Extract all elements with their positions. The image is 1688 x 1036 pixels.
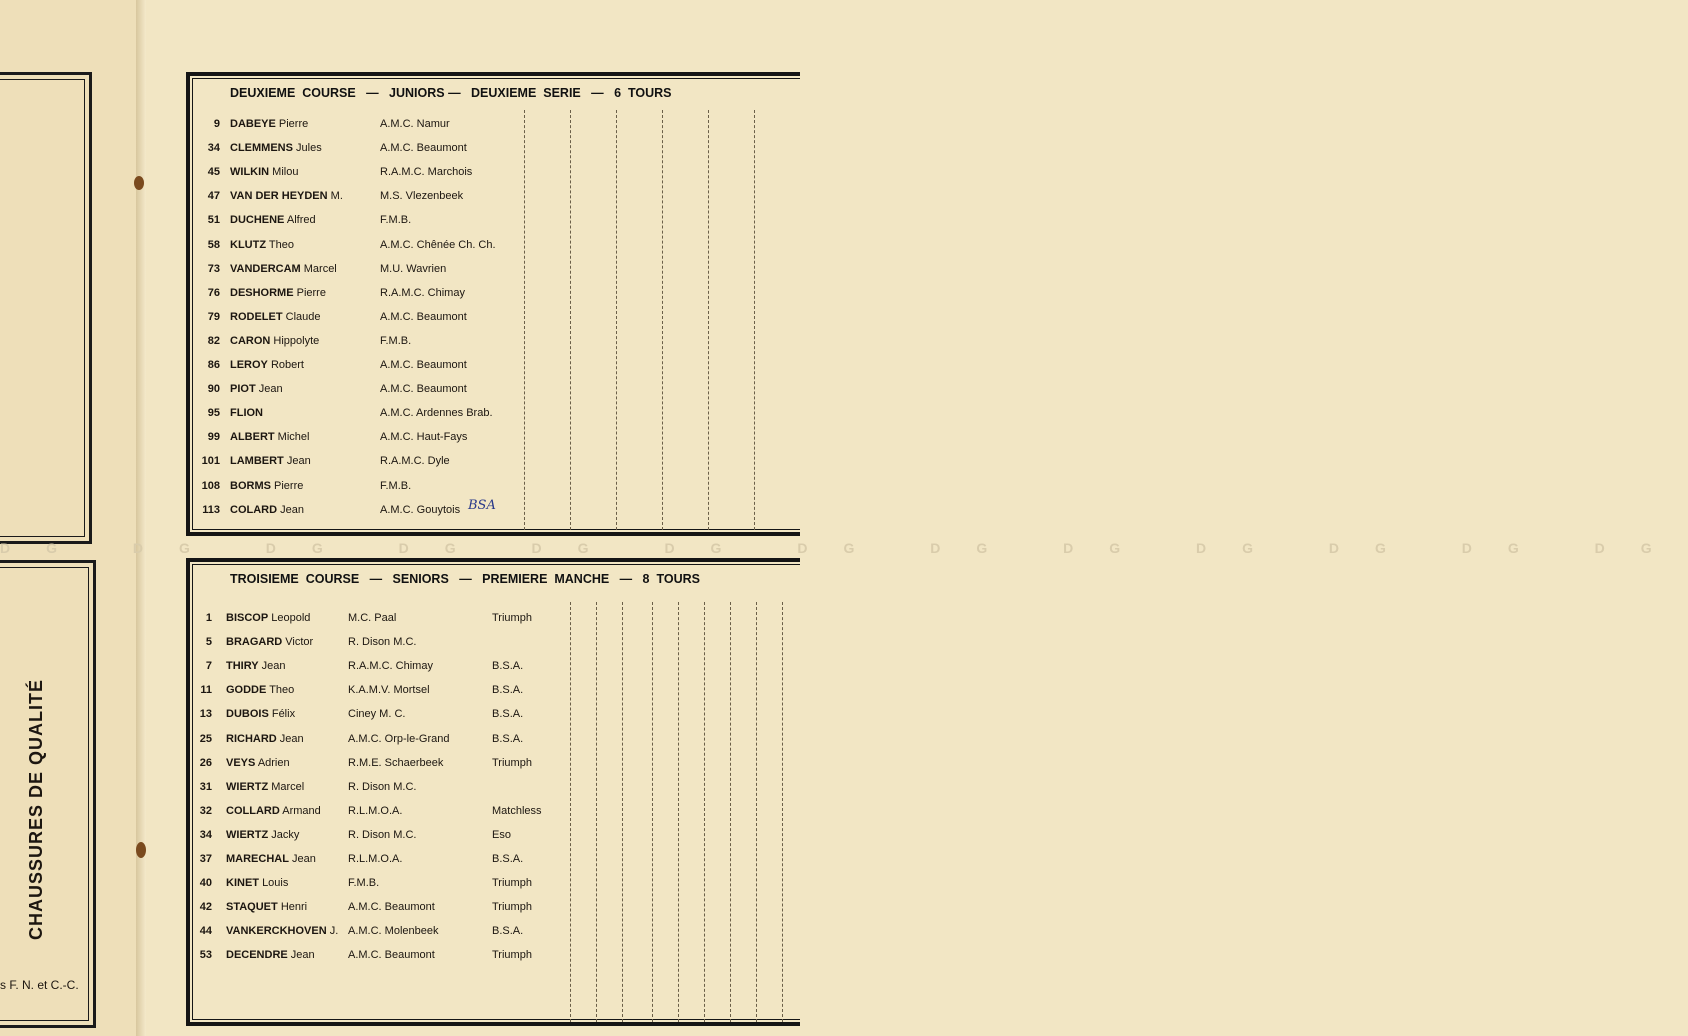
entry-row bbox=[194, 829, 574, 849]
rider-surname: VEYS bbox=[226, 756, 256, 769]
race-number: 58 bbox=[207, 238, 220, 251]
rider-first-name: Claude bbox=[285, 310, 321, 323]
entry-row bbox=[194, 190, 574, 210]
club-name: A.M.C. Gouytois bbox=[380, 503, 461, 516]
rider-surname: WILKIN bbox=[230, 166, 270, 179]
entry-row bbox=[194, 142, 574, 162]
rider-name bbox=[226, 636, 313, 648]
rider-surname: VANDERCAM bbox=[230, 262, 301, 275]
rider-name bbox=[230, 239, 294, 251]
race-number: 11 bbox=[200, 684, 212, 697]
entry-row bbox=[194, 636, 574, 656]
rider-first-name: Jean bbox=[286, 455, 311, 468]
race-panel-deuxieme bbox=[186, 72, 800, 536]
race-number: 101 bbox=[201, 455, 220, 468]
club-name: R. Dison M.C. bbox=[348, 828, 417, 841]
rider-name bbox=[226, 877, 288, 889]
rider-surname: CARON bbox=[230, 334, 271, 347]
lap-column-line bbox=[616, 110, 617, 530]
club-name: A.M.C. Ardennes Brab. bbox=[380, 407, 493, 420]
rider-name bbox=[226, 660, 286, 672]
club-name: A.M.C. Molenbeek bbox=[348, 925, 439, 938]
club-name: Ciney M. C. bbox=[348, 708, 406, 721]
advert-footer-text: s F. N. et C.-C. bbox=[0, 978, 79, 992]
lap-column-line bbox=[730, 602, 731, 1022]
page-fold bbox=[136, 0, 146, 1036]
entry-row bbox=[194, 708, 574, 728]
race-number: 86 bbox=[207, 359, 220, 371]
rider-surname: LAMBERT bbox=[230, 455, 284, 468]
rider-name bbox=[230, 118, 308, 130]
motorcycle-make: Triumph bbox=[492, 901, 532, 914]
race-number: 32 bbox=[199, 804, 212, 817]
club-name: F.M.B. bbox=[380, 214, 412, 227]
left-frame-top bbox=[0, 72, 92, 544]
rider-first-name: Jean bbox=[261, 660, 286, 673]
lap-column-line bbox=[570, 602, 571, 1022]
rider-name bbox=[226, 733, 304, 745]
entry-row bbox=[194, 287, 574, 307]
club-name: A.M.C. Beaumont bbox=[348, 949, 435, 962]
rider-first-name: Félix bbox=[271, 708, 296, 721]
club-name: A.M.C. Beaumont bbox=[380, 383, 467, 396]
rider-first-name: Marcel bbox=[271, 780, 305, 793]
entry-row bbox=[194, 781, 574, 801]
race-panel-troisieme bbox=[186, 558, 800, 1026]
race-number: 40 bbox=[199, 877, 212, 890]
race-number: 13 bbox=[199, 708, 212, 721]
rider-name bbox=[230, 480, 303, 492]
motorcycle-make: B.S.A. bbox=[492, 684, 524, 697]
rider-first-name: J. bbox=[329, 925, 339, 938]
rider-name bbox=[230, 190, 343, 202]
race-number: 31 bbox=[199, 780, 212, 793]
rider-name bbox=[226, 612, 310, 624]
rider-surname: THIRY bbox=[226, 660, 259, 673]
rider-name bbox=[226, 684, 294, 696]
motorcycle-make: Triumph bbox=[492, 877, 532, 890]
rider-name bbox=[226, 853, 316, 865]
rider-name bbox=[230, 455, 311, 467]
lap-column-line bbox=[622, 602, 623, 1022]
race-number: 7 bbox=[205, 660, 212, 673]
rider-first-name: Jean bbox=[292, 853, 316, 865]
lap-column-line bbox=[782, 602, 783, 1022]
rider-surname: RICHARD bbox=[226, 732, 277, 745]
left-frame-bottom bbox=[0, 560, 96, 1028]
motorcycle-make: B.S.A. bbox=[492, 732, 524, 745]
rider-surname: DESHORME bbox=[230, 286, 294, 299]
entry-row bbox=[194, 757, 574, 777]
club-name: F.M.B. bbox=[348, 877, 380, 890]
club-name: M.S. Vlezenbeek bbox=[380, 190, 464, 203]
rider-name bbox=[226, 757, 290, 769]
rider-name bbox=[230, 166, 298, 178]
club-name: A.M.C. Beaumont bbox=[380, 359, 467, 371]
race-number: 25 bbox=[199, 732, 212, 745]
rider-name bbox=[230, 359, 304, 371]
entry-row bbox=[194, 407, 574, 427]
club-name: A.M.C. Namur bbox=[380, 118, 450, 130]
rider-first-name: Jacky bbox=[271, 828, 300, 841]
race-number: 26 bbox=[199, 756, 212, 769]
race-number: 76 bbox=[207, 286, 220, 299]
rider-first-name: Pierre bbox=[274, 479, 304, 492]
lap-column-line bbox=[570, 110, 571, 530]
rider-surname: KINET bbox=[226, 877, 259, 890]
rider-first-name: Jules bbox=[296, 142, 322, 155]
rider-first-name: Leopold bbox=[271, 612, 311, 624]
entry-row bbox=[194, 118, 574, 138]
rider-name bbox=[230, 311, 320, 323]
race-number: 45 bbox=[207, 166, 220, 179]
entry-row bbox=[194, 612, 574, 632]
rider-surname: DECENDRE bbox=[226, 949, 288, 962]
club-name: F.M.B. bbox=[380, 334, 412, 347]
rider-name bbox=[230, 335, 319, 347]
rider-surname: BORMS bbox=[230, 479, 271, 492]
rider-first-name: Jean bbox=[290, 949, 315, 962]
rider-name bbox=[226, 925, 338, 937]
rider-name bbox=[226, 901, 307, 913]
rider-surname: DABEYE bbox=[230, 118, 276, 130]
rider-surname: PIOT bbox=[230, 383, 256, 396]
rider-name bbox=[226, 781, 304, 793]
race-number: 79 bbox=[207, 310, 220, 323]
rider-name bbox=[226, 949, 315, 961]
entry-row bbox=[194, 431, 574, 451]
rider-name bbox=[230, 142, 322, 154]
race-number: 1 bbox=[205, 612, 212, 624]
rider-name bbox=[226, 708, 295, 720]
lap-column-line bbox=[596, 602, 597, 1022]
race-number: 73 bbox=[207, 262, 220, 275]
entry-row bbox=[194, 805, 574, 825]
rider-first-name: Armand bbox=[282, 804, 321, 817]
entry-row bbox=[194, 263, 574, 283]
lap-column-line bbox=[704, 602, 705, 1022]
handwritten-note: BSA bbox=[468, 498, 496, 513]
motorcycle-make: B.S.A. bbox=[492, 853, 524, 865]
rider-name bbox=[230, 431, 309, 443]
entry-row bbox=[194, 949, 574, 969]
lap-column-line bbox=[708, 110, 709, 530]
lap-column-line bbox=[524, 110, 525, 530]
entry-row bbox=[194, 335, 574, 355]
vertical-advert-text: CHAUSSURES DE QUALITÉ bbox=[26, 678, 46, 940]
rider-first-name: Hippolyte bbox=[273, 334, 320, 347]
rider-name bbox=[230, 504, 304, 516]
motorcycle-make: B.S.A. bbox=[492, 660, 524, 673]
entry-row bbox=[194, 853, 574, 873]
lap-column-line bbox=[756, 602, 757, 1022]
rider-name bbox=[230, 407, 263, 419]
entry-row bbox=[194, 925, 574, 945]
lap-column-line bbox=[652, 602, 653, 1022]
rider-surname: FLION bbox=[230, 407, 263, 420]
motorcycle-make: Triumph bbox=[492, 612, 532, 624]
entry-row bbox=[194, 166, 574, 186]
club-name: R.A.M.C. Dyle bbox=[380, 455, 450, 468]
club-name: A.M.C. Beaumont bbox=[380, 310, 467, 323]
club-name: A.M.C. Haut-Fays bbox=[380, 431, 468, 444]
rider-surname: STAQUET bbox=[226, 901, 278, 914]
club-name: M.U. Wavrien bbox=[380, 262, 447, 275]
entry-row bbox=[194, 684, 574, 704]
rider-surname: BISCOP bbox=[226, 612, 269, 624]
race-number: 113 bbox=[202, 503, 220, 516]
entry-row bbox=[194, 359, 574, 379]
rider-surname: DUCHENE bbox=[230, 214, 285, 227]
entry-row bbox=[194, 455, 574, 475]
lap-column-line bbox=[754, 110, 755, 530]
club-name: R. Dison M.C. bbox=[348, 636, 417, 649]
rider-first-name: Marcel bbox=[303, 262, 337, 275]
club-name: R. Dison M.C. bbox=[348, 780, 417, 793]
entry-row bbox=[194, 504, 574, 524]
entry-row bbox=[194, 383, 574, 403]
rider-surname: WIERTZ bbox=[226, 828, 269, 841]
race-number: 34 bbox=[207, 142, 220, 155]
race-number: 90 bbox=[207, 383, 220, 396]
rider-first-name: Michel bbox=[277, 431, 310, 444]
rider-surname: ALBERT bbox=[230, 431, 275, 444]
rider-surname: COLARD bbox=[230, 503, 278, 516]
rider-surname: BRAGARD bbox=[226, 636, 283, 649]
race-number: 5 bbox=[205, 636, 212, 649]
rider-surname: CLEMMENS bbox=[230, 142, 293, 155]
motorcycle-make: Triumph bbox=[492, 949, 532, 962]
rider-name bbox=[230, 287, 326, 299]
rider-first-name: Milou bbox=[272, 166, 299, 179]
watermark: DG DG DG DG DG DG DG DG DG DG DG DG DG bbox=[0, 540, 1688, 556]
rider-first-name: Robert bbox=[270, 359, 304, 371]
rider-surname: VAN DER HEYDEN bbox=[230, 190, 328, 203]
club-name: R.A.M.C. Marchois bbox=[380, 166, 473, 179]
race-number: 108 bbox=[201, 479, 220, 492]
entry-row bbox=[194, 239, 574, 259]
rider-surname: MARECHAL bbox=[226, 853, 289, 865]
club-name: R.L.M.O.A. bbox=[348, 804, 403, 817]
rider-name bbox=[230, 214, 316, 226]
rider-surname: KLUTZ bbox=[230, 238, 267, 251]
rider-name bbox=[226, 829, 299, 841]
club-name: A.M.C. Chênée Ch. Ch. bbox=[380, 238, 496, 251]
rider-first-name: Theo bbox=[269, 684, 295, 697]
rust-spot bbox=[136, 842, 146, 858]
club-name: A.M.C. Orp-le-Grand bbox=[348, 732, 450, 745]
rider-first-name: Louis bbox=[262, 877, 289, 890]
club-name: R.A.M.C. Chimay bbox=[348, 660, 433, 673]
rider-first-name: Pierre bbox=[278, 118, 309, 130]
race-number: 37 bbox=[199, 853, 212, 865]
rider-name bbox=[230, 263, 337, 275]
entry-row bbox=[194, 480, 574, 500]
club-name: R.L.M.O.A. bbox=[348, 853, 403, 865]
race-number: 42 bbox=[199, 901, 212, 914]
race-number: 47 bbox=[207, 190, 220, 203]
race-number: 82 bbox=[207, 334, 220, 347]
motorcycle-make: Eso bbox=[492, 828, 511, 841]
race-number: 95 bbox=[207, 407, 220, 420]
race-number: 51 bbox=[207, 214, 220, 227]
entry-row bbox=[194, 733, 574, 753]
entry-row bbox=[194, 660, 574, 680]
entry-row bbox=[194, 311, 574, 331]
rider-first-name: Jean bbox=[279, 732, 304, 745]
motorcycle-make: Matchless bbox=[492, 804, 542, 817]
lap-column-line bbox=[678, 602, 679, 1022]
entry-row bbox=[194, 901, 574, 921]
motorcycle-make: Triumph bbox=[492, 756, 532, 769]
club-name: K.A.M.V. Mortsel bbox=[348, 684, 430, 697]
rider-name bbox=[230, 383, 283, 395]
club-name: R.A.M.C. Chimay bbox=[380, 286, 465, 299]
rider-first-name: Henri bbox=[280, 901, 308, 914]
rider-first-name: Alfred bbox=[286, 214, 316, 227]
rider-surname: VANKERCKHOVEN bbox=[226, 925, 327, 938]
club-name: F.M.B. bbox=[380, 479, 412, 492]
race-number: 34 bbox=[199, 828, 212, 841]
race-number: 99 bbox=[207, 431, 220, 444]
rider-surname: COLLARD bbox=[226, 804, 280, 817]
entry-row bbox=[194, 214, 574, 234]
race-number: 9 bbox=[213, 118, 220, 130]
rider-name bbox=[226, 805, 321, 817]
race-heading: TROISIEME COURSE — SENIORS — PREMIERE MANCHE — 8 TOURS bbox=[230, 572, 700, 586]
rider-first-name: Jean bbox=[258, 383, 283, 396]
club-name: A.M.C. Beaumont bbox=[348, 901, 435, 914]
club-name: M.C. Paal bbox=[348, 612, 397, 624]
rider-first-name: Victor bbox=[285, 636, 314, 649]
rider-surname: DUBOIS bbox=[226, 708, 269, 721]
lap-column-line bbox=[662, 110, 663, 530]
race-heading: DEUXIEME COURSE — JUNIORS — DEUXIEME SERIE — 6 TOURS bbox=[230, 86, 672, 100]
rust-spot bbox=[134, 176, 144, 190]
rider-surname: RODELET bbox=[230, 310, 283, 323]
motorcycle-make: B.S.A. bbox=[492, 925, 524, 938]
rider-surname: WIERTZ bbox=[226, 780, 269, 793]
race-number: 44 bbox=[199, 925, 212, 938]
rider-surname: GODDE bbox=[226, 684, 267, 697]
race-number: 53 bbox=[199, 949, 212, 962]
rider-surname: LEROY bbox=[230, 359, 268, 371]
rider-first-name: Pierre bbox=[296, 286, 326, 299]
club-name: R.M.E. Schaerbeek bbox=[348, 756, 444, 769]
motorcycle-make: B.S.A. bbox=[492, 708, 524, 721]
rider-first-name: Jean bbox=[280, 503, 304, 516]
club-name: A.M.C. Beaumont bbox=[380, 142, 467, 155]
rider-first-name: M. bbox=[330, 190, 343, 203]
entry-row bbox=[194, 877, 574, 897]
rider-first-name: Theo bbox=[268, 238, 294, 251]
rider-first-name: Adrien bbox=[257, 756, 290, 769]
